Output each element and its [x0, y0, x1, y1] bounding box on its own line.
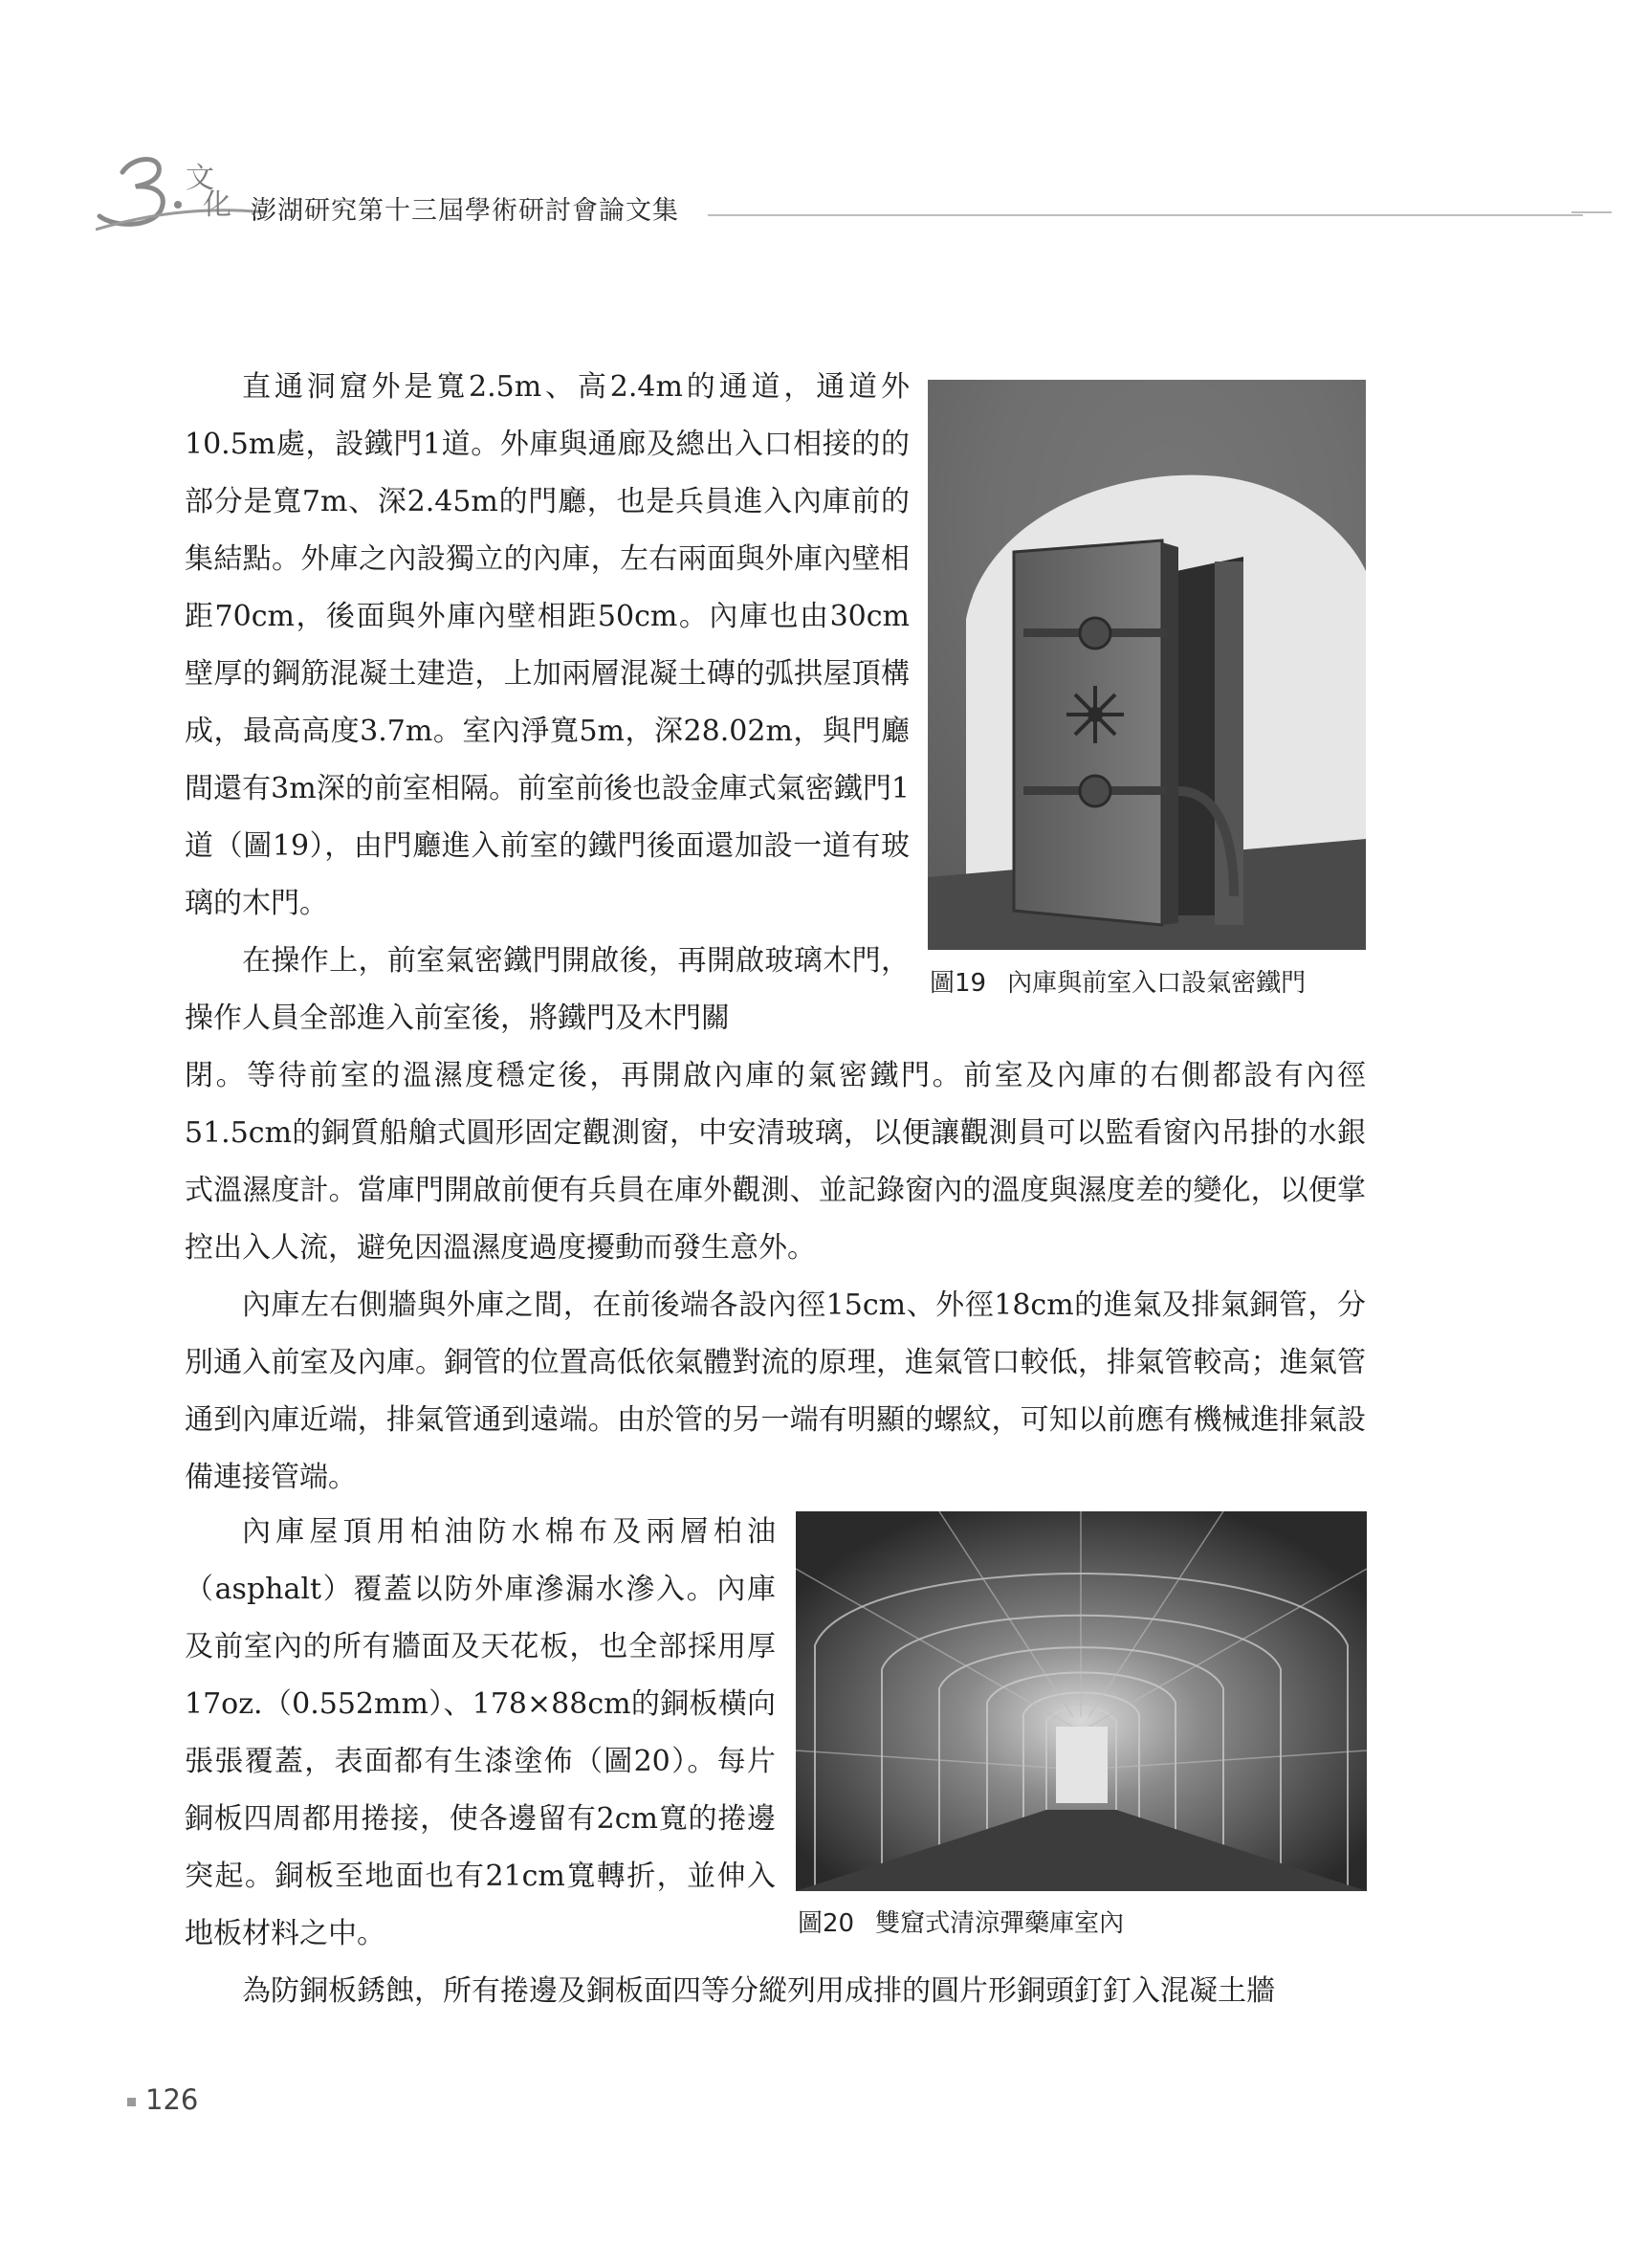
paragraph-4: 內庫屋頂用柏油防水棉布及兩層柏油（asphalt）覆蓋以防外庫滲漏水滲入。內庫及前室內的所有牆面及天花板，也全部採用厚17oz.（0.552mm）、178×88cm的銅板橫向張張覆蓋，表面都有生漆塗佈（圖20）。每片銅板四周都用捲接，使各邊留有2cm寬的捲邊突起。銅板至地面也有21cm寬轉折，並伸入地板材料之中。 — [185, 1515, 776, 1950]
tunnel-interior-photo — [796, 1511, 1367, 1891]
page-number-marker — [127, 2098, 136, 2106]
paragraph-2-cont: 閉。等待前室的溫濕度穩定後，再開啟內庫的氣密鐵門。前室及內庫的右側都設有內徑51.5cm的銅質船艙式圓形固定觀測窗，中安清玻璃，以便讓觀測員可以監看窗內吊掛的水銀式溫濕度計。當庫門開啟前便有兵員在庫外觀測、並記錄窗內的溫度與濕度差的變化，以便掌控出入人流，避免因溫濕度過度擾動而發生意外。 — [185, 1059, 1366, 1265]
figure-19-caption — [930, 963, 1306, 999]
paragraph-2-start: 在操作上，前室氣密鐵門開啟後，再開啟玻璃木門，操作人員全部進入前室後，將鐵門及木門關 — [185, 944, 910, 1035]
svg-text:文: 文 — [186, 162, 214, 195]
figure-20-number: 圖20 — [798, 1909, 855, 1938]
header-divider-end — [1571, 211, 1612, 213]
figure-20 — [796, 1511, 1367, 1938]
figure-20-text: 雙窟式清涼彈藥庫室內 — [875, 1909, 1125, 1938]
paragraph-1: 直通洞窟外是寬2.5m、高2.4m的通道，通道外10.5m處，設鐵門1道。外庫與通廊及總出入口相接的的部分是寬7m、深2.45m的門廳，也是兵員進入內庫前的集結點。外庫之內設獨立的內庫，左右兩面與外庫內壁相距70cm，後面與外庫內壁相距50cm。內庫也由30cm壁厚的鋼筋混凝土建造，上加兩層混凝土磚的弧拱屋頂構成，最高高度3.7m。室內淨寬5m，深28.02m，與門廳間還有3m深的前室相隔。前室前後也設金庫式氣密鐵門1道（圖19），由門廳進入前室的鐵門後面還加設一道有玻璃的木門。 — [185, 370, 910, 920]
header-divider — [708, 214, 1583, 216]
paragraph-5: 為防銅板銹蝕，所有捲邊及銅板面四等分縱列用成排的圓片形銅頭釘釘入混凝土牆 — [242, 1974, 1275, 2008]
page-number: 126 — [145, 2083, 199, 2116]
figure-19 — [928, 380, 1366, 998]
figure-19-number: 圖19 — [930, 969, 987, 998]
publication-title: 澎湖研究第十三屆學術研討會論文集 — [251, 196, 679, 226]
figure-20-caption — [798, 1904, 1124, 1939]
paragraph-3: 內庫左右側牆與外庫之間，在前後端各設內徑15cm、外徑18cm的進氣及排氣銅管，分別通入前室及內庫。銅管的位置高低依氣體對流的原理，進氣管口較低，排氣管較高；進氣管通到內庫近端，排氣管通到遠端。由於管的另一端有明顯的螺紋，可知以前應有機械進排氣設備連接管端。 — [185, 1288, 1366, 1494]
vault-door-photo — [928, 380, 1366, 950]
running-header — [0, 0, 1626, 249]
svg-text:化: 化 — [203, 188, 231, 222]
culture-logo-icon — [96, 134, 268, 239]
figure-19-text: 內庫與前室入口設氣密鐵門 — [1007, 969, 1307, 998]
